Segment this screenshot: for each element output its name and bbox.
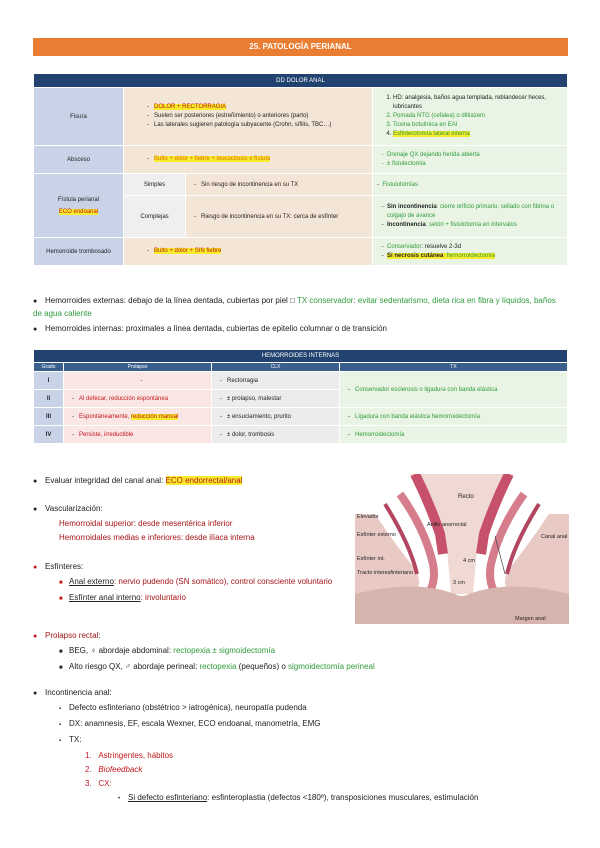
label-canal: Canal anal — [541, 534, 568, 540]
label-esf-ext: Esfínter externo — [357, 532, 396, 538]
label-elevador: Elevador — [357, 514, 379, 520]
vascularizacion-section: ● Vascularización: Hemorroidal superior: desde mesentérica inferior Hemorroidales medias e inferiores: desde ilíaca interna — [33, 504, 255, 542]
fistula-complejas-tx: - Sin incontinencia: cierre orificio primario, sellado con fibrina o colgajo de avance - Incontinencia: setón + fistulotomía en intervalos — [373, 196, 568, 238]
hemorroides-externas-bullet: ● Hemorroides externas: debajo de la línea dentada, cubiertas por piel □ TX conservador: evitar sedentarismo, dieta rica en fibra y líquidos, baños de agua caliente — [33, 296, 556, 318]
fistula-simples-description: - Sin riesgo de incontinencia en su TX — [186, 174, 373, 196]
col-clx: CLX — [212, 363, 340, 372]
hemorroide-tx: - Conservador: resuelve 2-3d - Si necrosis cutánea: hemorroidectomía — [373, 238, 568, 266]
incontinencia-section: ● Incontinencia anal: ▪ Defecto esfinteriano (obstétrico > iatrogénica), neuropatía pudenda ▪ DX: anamnesis, EF, escala Wexner, ECO endoanal, manometría, EMG ▪ TX: 1. Astringentes, hábitos 2. Biofeedback 3. CX: • Si defecto esfinteriano: esfinteroplastia (defectos <180º), transposiciones musculares, estimulación — [33, 688, 479, 802]
label-anillo: Anillo anorrectal — [427, 522, 467, 528]
row-label-hemorroide: Hemorroide trombosado — [34, 238, 124, 266]
prolapso-section: ● Prolapso rectal: ■ BEG, ♀ abordaje abdominal: rectopexia ± sigmoidectomía ■ Alto riesgo QX, ♂ abordaje perineal: rectopexia (pequeños) o sigmoidectomía perineal — [33, 631, 375, 671]
col-grado: Grado — [34, 363, 64, 372]
hemorroide-description: - Bulto + dolor + SIN fiebre — [124, 238, 373, 266]
col-tx: TX — [340, 363, 568, 372]
row-label-fisura: Fisura — [34, 88, 124, 146]
dd-dolor-anal-table — [33, 73, 568, 266]
table-row: IV - Persiste, irreductible - ± dolor, trombosis - Hemorroidectomía — [34, 426, 568, 444]
table-row: I - - Rectorragia - Conservador esclerosis o ligadura con banda elástica — [34, 372, 568, 390]
fisura-description: - DOLOR + RECTORRAGIA - Suelen ser posteriores (estreñimiento) o anteriores (parto) - Las laterales sugieren patología subyacente (Crohn, sífilis, TBC…) — [124, 88, 373, 146]
evaluar-section: ● Evaluar integridad del canal anal: ECO endorrectal/anal — [33, 476, 243, 485]
fistula-simples-label: Simples — [124, 174, 186, 196]
col-prolapso: Prolapso — [64, 363, 212, 372]
label-margen: Margen anal — [515, 616, 546, 622]
hemorroides-internas-bullet: ● Hemorroides internas: proximales a línea dentada, cubiertas de epitelio columnar o de transición — [33, 324, 387, 333]
anal-canal-illustration — [355, 474, 569, 624]
page-title: 25. PATOLOGÍA PERIANAL — [33, 38, 568, 56]
esfinteres-section: ● Esfínteres: ■ Anal externo: nervio pudendo (SN somático), control consciente voluntario ■ Esfínter anal interno: involuntario — [33, 562, 333, 602]
label-4cm: 4 cm — [463, 558, 475, 564]
hemorroides-internas-table — [33, 349, 568, 444]
label-recto: Recto — [458, 494, 474, 500]
row-label-fistula: Fístula perianal ECO endoanal — [34, 174, 124, 238]
table-row: III - Espontáneamente, reducción manual - ± ensuciamiento, prurito - Ligadura con banda elástica hemorroidectomía — [34, 408, 568, 426]
fistula-simples-tx: - Fistulotomías — [373, 174, 568, 196]
absceso-description: - Bulto + dolor + fiebre + leucocitosis ± fístula — [124, 146, 373, 174]
table-header: HEMORROIDES INTERNAS — [34, 350, 568, 363]
fistula-complejas-description: - Riesgo de incontinencia en su TX: cerca de esfínter — [186, 196, 373, 238]
label-esf-int: Esfínter int. — [357, 556, 385, 562]
absceso-tx: - Drenaje QX dejando herida abierta - ± fistulectomía — [373, 146, 568, 174]
label-tracto: Tracto interesfinteriano — [357, 570, 414, 576]
fistula-complejas-label: Complejas — [124, 196, 186, 238]
fisura-tx: 1. HD: analgesia, baños agua templada, reblandecer heces, lubricantes 2. Pomada NTG (cefalea) o diltiazem 3. Toxina botulínica en EAI 4. Esfinterotomía lateral interna — [373, 88, 568, 146]
row-label-absceso: Absceso — [34, 146, 124, 174]
table-header: DD DOLOR ANAL — [34, 74, 568, 88]
label-3cm: 3 cm — [453, 580, 465, 586]
table-row: II - Al defecar, reducción espontánea - ± prolapso, malestar — [34, 390, 568, 408]
